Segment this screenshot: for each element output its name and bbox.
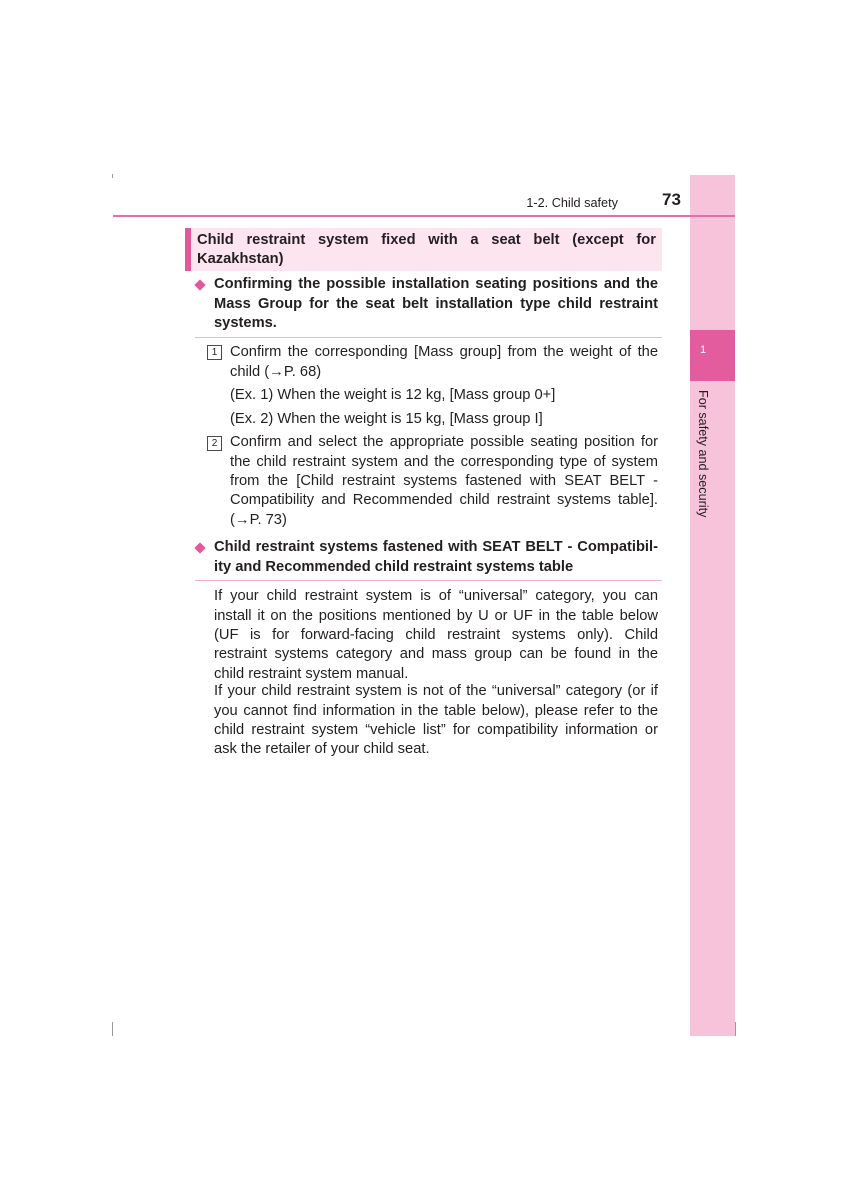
step-text-line: (→P. 73) [230, 511, 287, 528]
step-text-line: from the [Child restraint systems fastened with SEAT BELT - [230, 473, 658, 490]
diamond-bullet-icon [194, 542, 205, 553]
step-text-line: Confirm the corresponding [Mass group] from the weight of the [230, 344, 658, 361]
step-number-badge: 1 [207, 345, 222, 360]
chapter-title: For safety and security [696, 390, 710, 518]
subsection-title-line: ity and Recommended child restraint systems table [214, 558, 574, 575]
crop-mark-bottom-left [112, 1022, 113, 1036]
subsection-title-line: Confirming the possible installation seating positions and the [214, 276, 658, 293]
header-rule [113, 215, 735, 217]
step-text [230, 343, 658, 382]
step-example: (Ex. 2) When the weight is 15 kg, [Mass group I] [230, 411, 543, 428]
section-heading-line: Kazakhstan) [197, 250, 284, 267]
body-line: child restraint system “vehicle list” for compatibility information or [214, 722, 658, 739]
body-line: If your child restraint system is not of the “universal” category (or if [214, 683, 658, 700]
subsection-title [214, 538, 658, 577]
section-heading [185, 228, 662, 271]
subsection-underline [195, 580, 662, 581]
step-text-line: child (→P. 68) [230, 363, 322, 380]
page-number: 73 [662, 190, 681, 209]
body-line: you cannot find information in the table below), please refer to the [214, 702, 658, 719]
subsection-title-line: Child restraint systems fastened with SEAT BELT - Compatibil- [214, 539, 658, 556]
body-line: If your child restraint system is of “universal” category, you can [214, 588, 658, 605]
chapter-tab [690, 330, 735, 381]
step-text-line: the child restraint system and the corresponding type of system [230, 453, 658, 470]
body-line: child restraint system manual. [214, 665, 409, 682]
step-example: (Ex. 1) When the weight is 12 kg, [Mass group 0+] [230, 387, 556, 404]
body-line: (UF is for forward-facing child restraint systems only). Child [214, 627, 658, 644]
crop-mark-top-left [112, 174, 113, 178]
body-line: install it on the positions mentioned by U or UF in the table below [214, 607, 658, 624]
chapter-side-bar [690, 175, 735, 1036]
step-text [230, 433, 658, 530]
body-line: ask the retailer of your child seat. [214, 741, 430, 758]
step-text-line: Compatibility and Recommended child restraint systems table]. [230, 492, 658, 509]
chapter-number: 1 [700, 344, 707, 356]
subsection-underline [195, 337, 662, 338]
diamond-bullet-icon [194, 279, 205, 290]
running-header-section: 1-2. Child safety [526, 196, 618, 210]
step-text-line: Confirm and select the appropriate possible seating position for [230, 434, 658, 451]
step-number-badge: 2 [207, 436, 222, 451]
subsection-title [214, 275, 658, 333]
subsection-title-line: systems. [214, 315, 277, 332]
body-paragraph [214, 682, 658, 760]
section-heading-line: Child restraint system fixed with a seat belt (except for [197, 231, 656, 248]
body-paragraph [214, 587, 658, 684]
crop-mark-bottom-right [735, 1022, 736, 1036]
body-line: restraint systems category and mass group can be found in the [214, 646, 658, 663]
subsection-title-line: Mass Group for the seat belt installation type child restraint [214, 295, 658, 312]
